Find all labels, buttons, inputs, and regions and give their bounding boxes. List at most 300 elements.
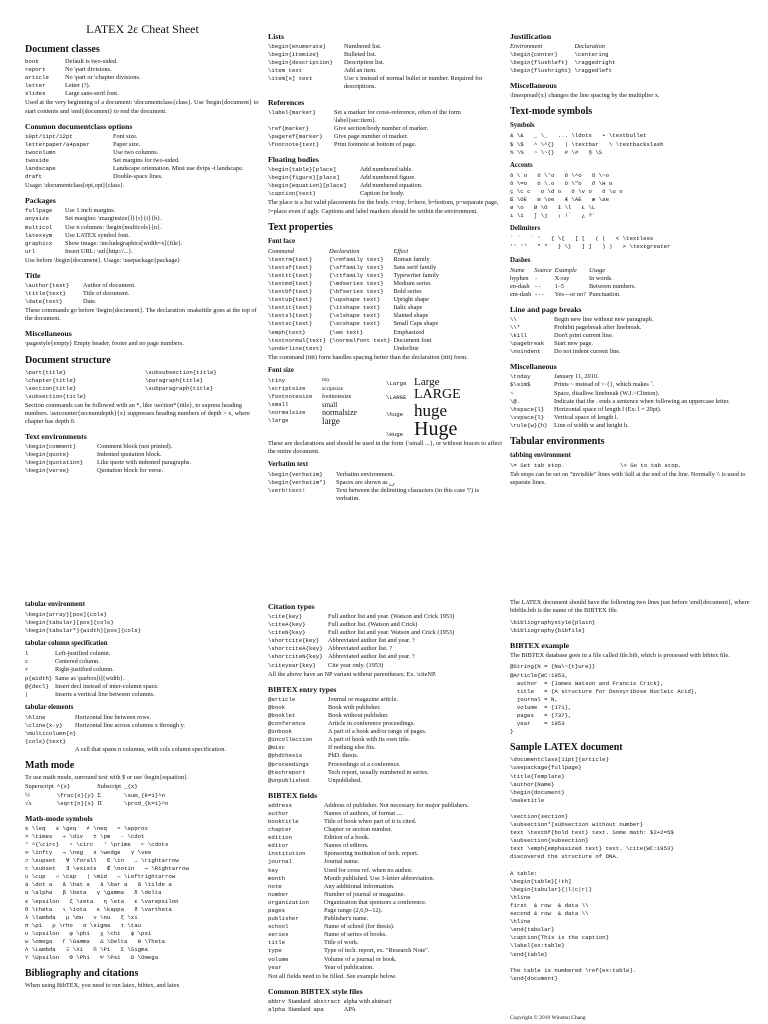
text-line: The table is numbered \ref{ex:table}. — [510, 966, 637, 974]
table-header-row — [510, 267, 639, 275]
item-value: Unpublished. — [328, 776, 362, 784]
text-line: π \pi ρ \rho σ \sigma τ \tau — [25, 921, 142, 929]
list-item — [268, 125, 504, 133]
item-value: Double-space lines. — [113, 173, 163, 181]
list-item — [25, 248, 260, 256]
dashes-table — [510, 267, 639, 299]
item-key: url — [25, 247, 36, 255]
table-cell: - — [534, 274, 538, 282]
packages-usage: Use before \begin{document}. Usage: \usepackage{package} — [25, 256, 181, 264]
bib-code — [510, 619, 750, 635]
dashes-heading: Dashes — [510, 256, 531, 264]
text-line: second & row & data \\ — [510, 910, 589, 918]
table-cell: ½ — [25, 791, 30, 799]
biblio-heading: Bibliography and citations — [25, 968, 139, 980]
text-line: ø \o Ø \O ł \l Ł \L — [510, 204, 596, 212]
text-line: @String{N = {Na\~{t}ure}} — [510, 663, 596, 671]
table-cell: \underline{text} — [268, 344, 323, 352]
table-row — [268, 320, 442, 328]
text-line: ç \c c ọ \d o ǒ \v o ŏ \u o — [510, 187, 623, 195]
item-key: organization — [268, 898, 309, 906]
column-header: Environment — [510, 43, 543, 50]
font-size-sample — [268, 385, 386, 393]
text-line: ∞ \infty ¬ \neg ∧ \wedge ∨ \vee — [25, 848, 152, 856]
table-row — [268, 296, 442, 304]
table-cell: Superscript — [25, 783, 54, 791]
table-row — [25, 800, 171, 808]
text-line: θ \theta ι \iota κ \kappa ϑ \vartheta — [25, 905, 172, 913]
text-line: α \alpha β \beta γ \gamma δ \delta — [25, 889, 162, 897]
item-key: \begin{equation}[place] — [268, 182, 347, 190]
tabular-heading: Tabular environments — [510, 436, 605, 447]
text-line: \end{document} — [510, 974, 558, 982]
table-cell: {\itshape text} — [329, 304, 381, 312]
list-item — [510, 373, 750, 381]
item-key: school — [268, 923, 289, 931]
item-key: latexsym — [25, 231, 53, 239]
font-face-note: The command (tttt) form handles spacing better than the declaration (tttt) form. — [268, 353, 468, 361]
sample-code — [510, 756, 750, 983]
list-item — [25, 714, 262, 722]
entry-heading: BIBTEX entry types — [268, 684, 337, 694]
item-value: Year of publication. — [324, 963, 374, 971]
item-value: Title of document. — [83, 290, 130, 298]
list-item — [268, 964, 504, 972]
text-line: first & row & data \\ — [510, 902, 589, 909]
table-cell: \begin{flushleft} — [510, 59, 569, 67]
list-item — [268, 67, 504, 75]
font-size-example: tiny — [322, 377, 330, 383]
item-value: Comment block (not printed). — [97, 443, 173, 451]
table-row — [268, 272, 442, 280]
table-cell: \textbf{text} — [268, 288, 313, 296]
item-value: Date. — [83, 298, 97, 306]
list-item — [268, 939, 504, 947]
item-value: Don't print current line. — [554, 332, 614, 340]
item-key: @booklet — [268, 711, 296, 719]
list-item — [25, 141, 260, 149]
item-key: | — [25, 690, 29, 698]
list-item — [268, 182, 504, 190]
list-item — [25, 90, 260, 98]
table-cell: \textsf{text} — [268, 263, 313, 271]
justification-table — [510, 43, 618, 75]
font-size-command: \huge — [386, 410, 404, 418]
item-value: Address of publisher. Not necessary for major publishers. — [324, 801, 469, 809]
font-size-left — [268, 377, 386, 439]
item-key: r — [25, 666, 29, 674]
text-line: \part{title} — [25, 368, 66, 376]
item-key: p{width} — [25, 674, 53, 682]
list-item — [268, 850, 504, 858]
list-item — [510, 422, 750, 430]
list-item — [268, 956, 504, 964]
item-key: chapter — [268, 826, 292, 834]
item-key: @misc — [268, 744, 286, 752]
list-item — [25, 157, 260, 165]
item-value: Verbatim environment. — [336, 471, 395, 479]
item-value: Title of work. — [324, 939, 359, 947]
item-value: Letter (?). — [65, 82, 91, 90]
tabular-env-lines — [25, 611, 262, 635]
options-heading: Common documentclass options — [25, 121, 133, 131]
font-size-command: \LARGE — [386, 393, 407, 401]
table-cell: en-dash — [510, 282, 530, 290]
bibtex-example-code — [510, 663, 750, 736]
list-item — [25, 173, 260, 181]
list-item — [25, 675, 262, 683]
table-row — [268, 304, 442, 312]
misc-text: \pagestyle{empty} Empty header, footer and no page numbers. — [25, 340, 184, 348]
bib-intro: The LATEX document should have the following two lines just before \end{document}, where bibfile.bib is the name of the BIBTEX file. — [510, 599, 750, 615]
item-value: Insert URL: \url{http://...}. — [65, 247, 133, 255]
item-value: Inserts a vertical line between columns. — [55, 690, 155, 698]
item-value: Bulleted list. — [344, 51, 377, 59]
list-item — [268, 802, 504, 810]
item-value: Do not indent current line. — [554, 348, 621, 356]
entry-list — [268, 696, 504, 785]
table-cell: \textit{text} — [268, 304, 313, 312]
item-value: Use LATEX symbol font. — [65, 231, 130, 239]
text-line: Υ \Upsilon Φ \Phi Ψ \Psi Ω \Omega — [25, 954, 159, 962]
list-item — [268, 728, 504, 736]
table-row — [25, 792, 171, 800]
item-value: Use x instead of normal bullet or number. Required for descriptions. — [344, 75, 483, 91]
list-item — [25, 82, 260, 90]
table-cell: {\sffamily text} — [329, 263, 384, 271]
font-size-note: These are declarations and should be used in the form {\small ...}, or without braces to affect the entire document. — [268, 439, 502, 455]
list-item — [268, 653, 504, 661]
table-cell: Standard — [288, 1005, 311, 1013]
text-line: \usepackage{fullpage} — [510, 764, 582, 772]
item-key: \begin{verse} — [25, 467, 70, 475]
list-item — [25, 683, 262, 691]
item-key: 10pt/11pt/12pt — [25, 132, 73, 140]
list-item — [268, 744, 504, 752]
list-item — [25, 722, 262, 730]
column-3 — [510, 26, 750, 582]
biblio-text: When using BibTEX, you need to run latex, bibtex, and latex — [25, 982, 180, 990]
item-key: twoside — [25, 156, 49, 164]
table-row — [268, 329, 442, 337]
item-value: Names of authors, of format .... — [324, 809, 404, 817]
item-value: Space, disallow linebreak (W.J.~Clinton). — [554, 389, 660, 397]
item-key: \citeA{key} — [268, 621, 306, 629]
item-key: @unpublished — [268, 776, 309, 784]
item-key: \begin{table}[place] — [268, 166, 337, 174]
item-key: \rule{w}{h} — [510, 421, 548, 429]
tabbing-text: Tab stops can be set on "invisible" lines with \kill at the end of the line. Normally \\ is used to separate lines. — [510, 471, 746, 487]
table-cell: \textsl{text} — [268, 312, 313, 320]
item-key: booktitle — [268, 817, 299, 825]
item-value: Proceedings of a conference. — [328, 760, 401, 768]
math-text: To use math mode, surround text with $ or use \begin{equation}. — [25, 774, 189, 782]
font-size-sample — [268, 393, 386, 401]
item-value: Book with publisher. — [328, 703, 381, 711]
font-size-right — [386, 377, 461, 439]
item-key: pages — [268, 907, 286, 914]
text-line: \paragraph{title} — [145, 376, 204, 384]
item-value: Number of journal or magazine. — [324, 890, 405, 898]
references-list — [268, 109, 504, 149]
item-value: Description list. — [344, 59, 385, 67]
item-key: \begin{quotation} — [25, 459, 84, 467]
table-cell: \sum_{k=1}^n — [124, 791, 165, 799]
table-cell: \textup{text} — [268, 296, 313, 304]
list-item — [25, 74, 260, 82]
text-line: \subsection*{subsection without number} — [510, 821, 644, 829]
list-item — [268, 931, 504, 939]
list-item — [268, 858, 504, 866]
table-row — [268, 280, 442, 288]
citation-note: All the above have an NP variant without parentheses; Ex. \citeNP. — [268, 670, 437, 678]
floats-text: The place is a list valid placements for the body. t=top, h=here, b=bottom, p=separate page, !=place even if ugly. Captions and label markers should be within the environment. — [268, 199, 499, 215]
copyright: Copyright © 2010 Winston Chang — [510, 1015, 586, 1021]
item-value: Add numbered table. — [360, 166, 413, 174]
item-key: number — [268, 890, 289, 898]
font-size-example: huge — [414, 400, 448, 420]
text-line: volume = {171}, — [510, 703, 572, 711]
item-value: Give page number of marker. — [334, 132, 408, 140]
font-size-command: \Huge — [386, 430, 404, 438]
table-cell: Bold series — [393, 288, 422, 296]
column-header: Declaration — [329, 247, 360, 255]
item-value: Name of school (for thesis). — [324, 923, 395, 931]
font-size-example: normalsize — [322, 408, 358, 418]
structure-left — [25, 369, 145, 401]
list-item — [268, 761, 504, 769]
item-key: l — [25, 650, 29, 658]
text-props-heading: Text properties — [268, 221, 333, 233]
tabelems-heading: tabular elements — [25, 703, 74, 711]
table-row — [268, 1006, 394, 1014]
item-value: A part of book with its own title. — [328, 736, 411, 744]
table-cell: Slanted shape — [393, 312, 429, 320]
symbols-rows — [510, 132, 750, 156]
structure-text: Section commands can be followed with an *, like \section*{title}, to supress heading numbers. \setcounter{secnumdepth}{x} suppresses heading numbers of depth > x, where chapter has depth 0. — [25, 401, 250, 426]
list-item — [268, 109, 504, 125]
item-value: Default is two-sided. — [65, 58, 118, 65]
item-value: Set a marker for cross-reference, often of the form \label{sec:item}. — [334, 108, 461, 124]
list-item — [268, 891, 504, 899]
list-item — [510, 390, 750, 398]
text-line: \begin{tabular}{|l|c|r|} — [510, 885, 592, 893]
item-value: Large sans-serif font. — [65, 90, 119, 98]
table-cell: Underline — [393, 344, 419, 352]
item-value: No \part or \chapter divisions. — [65, 74, 141, 82]
text-line: \subsubsection{title} — [145, 368, 217, 376]
text-line: \hline — [510, 918, 531, 926]
item-key: multicol — [25, 223, 53, 231]
list-item — [510, 414, 750, 422]
table-cell: Roman family — [393, 255, 430, 263]
table-cell: √x — [25, 799, 32, 807]
item-key: ~ — [510, 389, 514, 397]
text-line: \section{section} — [510, 812, 569, 820]
item-key: @proceedings — [268, 760, 309, 768]
item-value: Horizontal space of length l (Ex: l = 20pt). — [554, 405, 662, 413]
list-item — [268, 720, 504, 728]
list-item — [268, 637, 504, 645]
table-cell: \raggedleft — [574, 67, 612, 75]
text-line: \section{title} — [25, 384, 77, 392]
item-key: article — [25, 74, 49, 82]
table-cell: X-ray — [554, 274, 570, 282]
text-line: year = 1953 — [510, 720, 565, 728]
item-value: Cite year only. (1953) — [328, 661, 384, 669]
item-key: editor — [268, 842, 289, 850]
item-key: \hline — [25, 713, 46, 721]
text-line — [510, 959, 750, 967]
text-line: \end{table} — [510, 950, 548, 958]
table-cell: {\rmfamily text} — [329, 255, 384, 263]
structure-heading: Document structure — [25, 354, 111, 366]
text-line: '' '' " " } \} ] ] ) ) > \textgreater — [510, 243, 671, 251]
list-item — [268, 43, 504, 51]
item-value: Font size. — [113, 132, 138, 140]
item-key: address — [268, 801, 292, 809]
item-key: \noindent — [510, 348, 541, 356]
linebreaks-heading: Line and page breaks — [510, 304, 582, 314]
item-key: \label{marker} — [268, 108, 316, 116]
list-item — [25, 133, 260, 141]
list-item — [25, 290, 260, 298]
column-2 — [268, 26, 504, 582]
text-line: title = {A structure for Deoxyribose Nucleic Acid}, — [510, 687, 698, 695]
text-line: \caption{This is the caption} — [510, 934, 609, 942]
item-value: Set margins for two-sided. — [113, 156, 180, 164]
text-line: $ \$ ^ \^{} | \textbar \ \textbackslash — [510, 140, 664, 148]
text-line: Œ \OE œ \oe Æ \AE æ \ae — [510, 196, 609, 204]
list-item — [268, 51, 504, 59]
item-key: \begin{itemize} — [268, 51, 320, 59]
item-key: \verb!text! — [268, 487, 306, 495]
text-line: \begin{tabular*}{width}[pos]{cols} — [25, 627, 142, 635]
page-title: LATEX 2ε Cheat Sheet — [86, 22, 199, 36]
item-value: Paper size. — [113, 140, 141, 148]
table-cell: {\bfseries text} — [329, 288, 384, 296]
item-key: \shortciteN{key} — [268, 653, 323, 661]
text-line: \chapter{title} — [25, 376, 77, 384]
list-item — [268, 629, 504, 637]
text-line: } — [510, 728, 514, 736]
misc4-heading: Miscellaneous — [510, 362, 557, 372]
list-item — [268, 736, 504, 744]
list-item — [268, 842, 504, 850]
structure-commands — [25, 369, 260, 401]
packages-list — [25, 207, 260, 256]
font-size-sample — [386, 388, 461, 402]
item-key: \begin{verbatim} — [268, 471, 323, 479]
table-cell: Medium series — [393, 279, 431, 287]
font-size-example: LARGE — [414, 386, 461, 402]
column-header: Example — [554, 266, 577, 274]
table-cell: \emph{text} — [268, 328, 306, 336]
item-key: \cline{x-y} — [25, 721, 63, 729]
bibtex-example-text: The BIBTEX database goes in a file called file.bib, which is processed with bibtex file. — [510, 652, 730, 660]
text-line: \bibliographystyle{plain} — [510, 619, 596, 627]
item-key: c — [25, 658, 29, 666]
font-size-command: \Large — [386, 379, 407, 387]
table-cell: \textrm{text} — [268, 255, 313, 263]
list-item — [268, 818, 504, 826]
text-line: λ \lambda μ \mu ν \nu ξ \xi — [25, 913, 138, 921]
table-cell: {\mdseries text} — [329, 279, 384, 287]
table-cell: \textsc{text} — [268, 320, 313, 328]
text-line: ⊂ \subset ∃ \exists ∉ \notin ⇒ \Rightarrow — [25, 865, 189, 873]
item-key: @techreport — [268, 768, 306, 776]
item-value: Title of book when part of it is cited. — [324, 817, 417, 825]
item-value: Full author list. (Watson and Crick) — [328, 621, 418, 629]
text-line: ` ` ` ' { \{ [ [ ( ( < \textless — [510, 235, 654, 243]
list-item — [268, 826, 504, 834]
table-row — [268, 288, 442, 296]
tabbing-row — [510, 462, 750, 470]
options-usage: Usage: \documentclass[opt,opt]{class}. — [25, 182, 125, 190]
table-cell: \centering — [574, 51, 609, 59]
item-key: \citeyear{key} — [268, 661, 316, 669]
list-item — [268, 834, 504, 842]
list-item — [510, 348, 750, 356]
text-line: text \textbf{bold text} text. Some math: $2+2=5$ — [510, 829, 674, 837]
item-key: \title{text} — [25, 290, 66, 298]
item-key: @{decl} — [25, 682, 49, 690]
item-value: Author of document. — [83, 281, 136, 289]
table-row — [510, 51, 618, 59]
citation-list — [268, 613, 504, 670]
item-value: Same as \parbox[t]{width}. — [55, 674, 125, 682]
item-value: A part of a book and/or range of pages. — [328, 728, 427, 736]
list-item — [268, 174, 504, 182]
item-key: series — [268, 931, 289, 939]
table-row — [510, 283, 639, 291]
item-value: Prints ~ instead of \~{}, which makes ˜. — [554, 381, 655, 389]
table-row — [510, 67, 618, 75]
table-cell: {\scshape text} — [329, 320, 381, 328]
tabbing-go: \> Go to tab stop. — [620, 462, 682, 469]
column-5 — [268, 596, 504, 1022]
item-key: \caption{text} — [268, 190, 316, 198]
font-size-example: small — [322, 401, 338, 410]
text-line: % \% ~ \~{} # \# § \S — [510, 148, 603, 156]
table-cell: Sans serif family — [393, 263, 437, 271]
font-size-command: \small — [268, 401, 289, 409]
table-cell: alpha with abstract — [343, 997, 392, 1005]
item-value: Insert decl instead of inter-column space. — [55, 682, 159, 690]
table-cell: Yes—or no? — [554, 290, 586, 298]
list-item — [25, 232, 260, 240]
list-item — [268, 662, 504, 670]
item-key: \begin{verbatim*} — [268, 479, 327, 487]
item-key: \pageref{marker} — [268, 132, 323, 140]
item-key: landscape — [25, 165, 56, 173]
table-row — [510, 291, 639, 299]
table-row — [268, 312, 442, 320]
list-item — [25, 451, 260, 459]
item-key: \cite{key} — [268, 613, 303, 620]
table-cell: Document font — [393, 336, 432, 344]
sample-heading: Sample LATEX document — [510, 742, 623, 754]
item-key: @article — [268, 695, 296, 703]
misc-heading: Miscellaneous — [25, 329, 72, 339]
text-line: \label{ex:table} — [510, 942, 565, 950]
list-item — [268, 704, 504, 712]
table-cell: Typewriter family — [393, 271, 440, 279]
table-cell: APA — [343, 1005, 356, 1013]
item-value: A cell that spans n columns, with cols column specification. — [75, 746, 226, 754]
font-size-command: \footnotesize — [268, 393, 313, 401]
text-line: \title{Template} — [510, 772, 565, 780]
